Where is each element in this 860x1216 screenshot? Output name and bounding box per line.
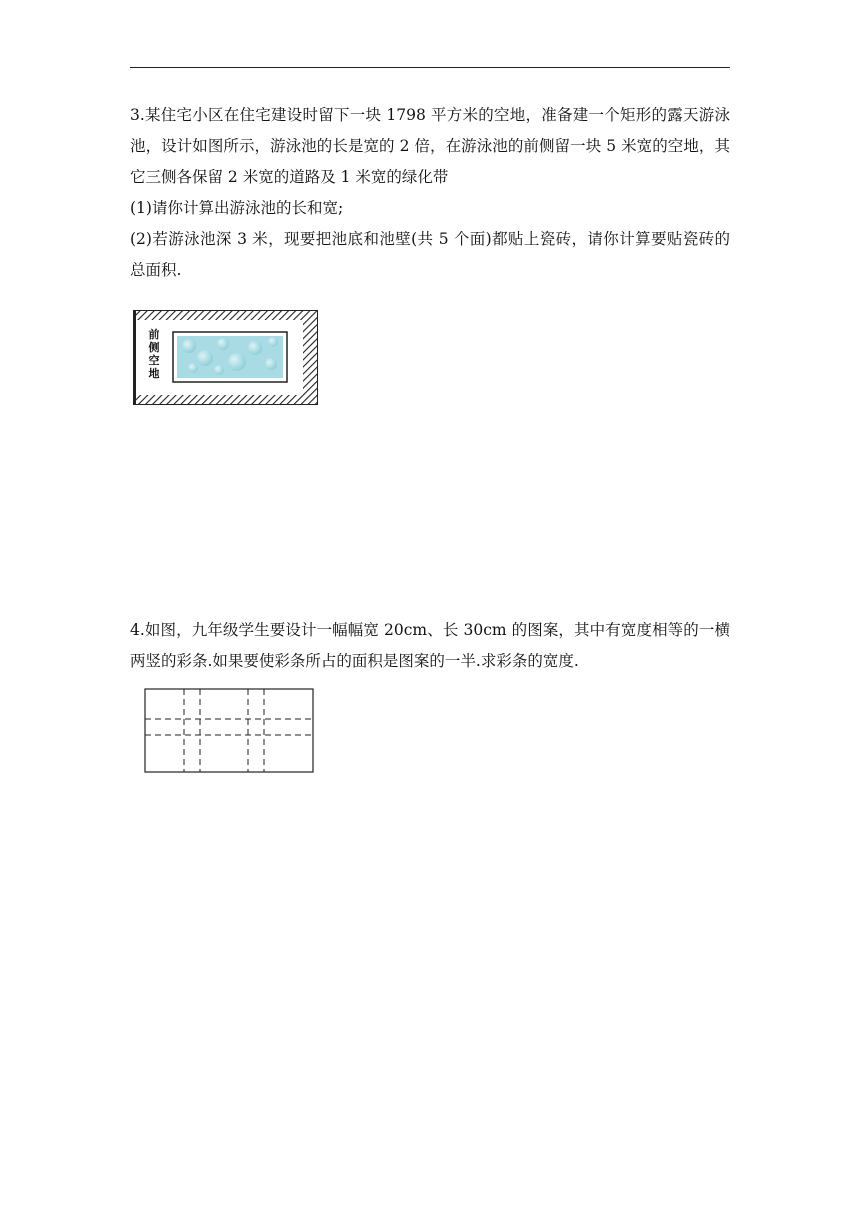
problem-4 <box>130 615 730 677</box>
problem-3 <box>130 100 730 286</box>
hatched-band-right <box>303 311 317 404</box>
problem-3-intro: 3.某住宅小区在住宅建设时留下一块 1798 平方米的空地，准备建一个矩形的露天游泳池，设计如图所示，游泳池的长是宽的 2 倍，在游泳池的前侧留一块 5 米宽的空地，其它三侧各保留 2 米宽的道路及 1 米宽的绿化带 <box>130 106 730 186</box>
pool-diagram-svg <box>133 310 319 406</box>
stripe-pattern-svg <box>144 688 314 774</box>
side-label-char-4: 地 <box>148 367 160 380</box>
header-rule <box>130 67 730 68</box>
pool-diagram <box>133 310 319 406</box>
side-label-char-1: 前 <box>148 328 160 341</box>
hatched-band-bottom <box>134 395 317 404</box>
problem-4-text: 4.如图，九年级学生要设计一幅幅宽 20cm、长 30cm 的图案，其中有宽度相等的一横两竖的彩条.如果要使彩条所占的面积是图案的一半.求彩条的宽度. <box>130 621 730 670</box>
hatched-band-top <box>134 311 317 320</box>
stripe-pattern-diagram <box>144 688 314 774</box>
pattern-outline <box>145 689 313 772</box>
side-label-char-2: 侧 <box>148 341 160 354</box>
lot-left-edge <box>133 310 136 405</box>
side-label-char-3: 空 <box>148 354 160 367</box>
problem-3-part-2: (2)若游泳池深 3 米，现要把池底和池壁(共 5 个面)都贴上瓷砖，请你计算要贴瓷砖的总面积. <box>130 230 730 279</box>
problem-3-part-1: (1)请你计算出游泳池的长和宽; <box>130 199 344 217</box>
